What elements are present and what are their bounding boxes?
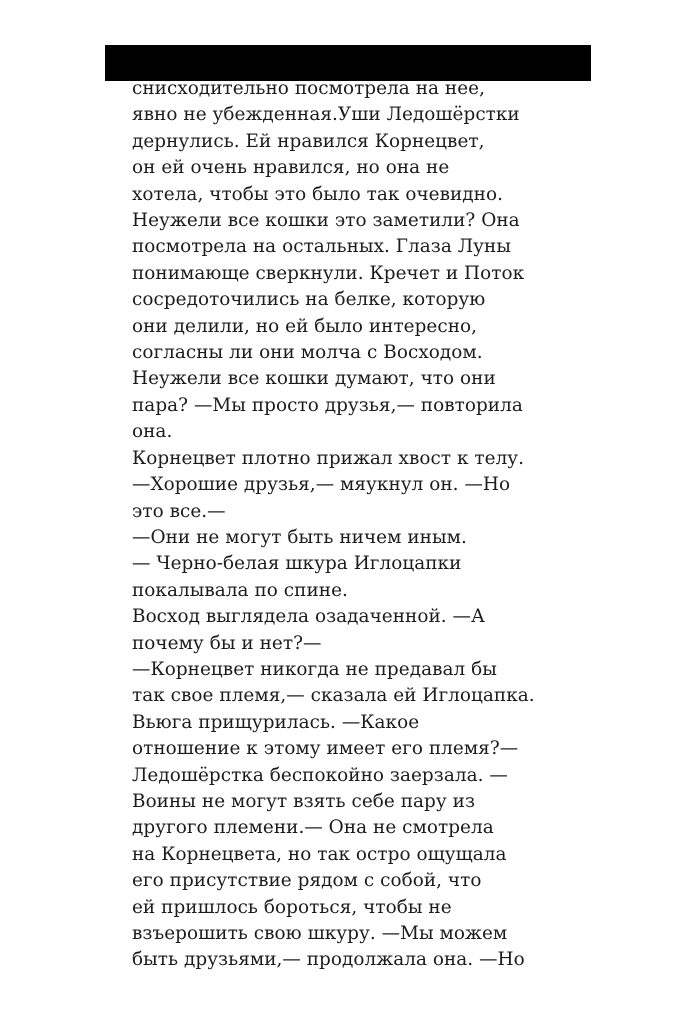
text-line: Ледошёрстка беспокойно заерзала. — [132, 764, 508, 786]
text-line: дернулись. Ей нравился Корнецвет, [132, 130, 485, 152]
text-line: —Хорошие друзья,— мяукнул он. —Но [132, 474, 511, 496]
text-line: ей пришлось бороться, чтобы не [132, 896, 452, 918]
text-line: посмотрела на остальных. Глаза Луны [132, 236, 512, 258]
text-line: так свое племя,— сказала ей Иглоцапка. [132, 685, 535, 707]
text-line: быть друзьями,— продолжала она. —Но [132, 949, 525, 971]
text-line: взъерошить свою шкуру. —Мы можем [132, 923, 508, 944]
text-line: почему бы и нет?— [132, 632, 322, 654]
text-line: на Корнецвета, но так остро ощущала [132, 843, 507, 865]
text-line: другого племени.— Она не смотрела [132, 817, 494, 839]
text-line: хотела, чтобы это было так очевидно. [132, 183, 504, 205]
text-line: отношение к этому имеет его племя?— [132, 738, 519, 760]
text-line: Неужели все кошки думают, что они [132, 368, 496, 390]
text-line: —Они не могут быть ничем иным. [132, 526, 467, 548]
text-line: — Черно-белая шкура Иглоцапки [132, 553, 462, 575]
text-line: —Корнецвет никогда не предавал бы [132, 658, 497, 680]
text-line: он ей очень нравился, но она не [132, 157, 450, 179]
text-line: они делили, но ей было интересно, [132, 315, 478, 337]
text-line: понимающе сверкнули. Кречет и Поток [132, 262, 525, 284]
text-line: Корнецвет плотно прижал хвост к телу. [132, 447, 525, 469]
text-line: Вьюга прищурилась. —Какое [132, 711, 420, 733]
page-text [132, 76, 602, 974]
text-line: согласны ли они молча с Восходом. [132, 342, 483, 364]
text-line: это все.— [132, 500, 226, 522]
text-line: сосредоточились на белке, которую [132, 289, 486, 311]
text-line: снисходительно посмотрела на нее, [132, 78, 485, 99]
text-line: явно не убежденная.Уши Ледошёрстки [132, 104, 520, 126]
text-line: пара? —Мы просто друзья,— повторила [132, 394, 523, 416]
text-line: покалывала по спине. [132, 579, 348, 601]
text-line: Воины не могут взять себе пару из [132, 790, 476, 812]
text-line: его присутствие рядом с собой, что [132, 870, 482, 892]
text-line: Неужели все кошки это заметили? Она [132, 210, 520, 232]
text-line: она. [132, 421, 173, 443]
text-line: Восход выглядела озадаченной. —А [132, 606, 485, 628]
